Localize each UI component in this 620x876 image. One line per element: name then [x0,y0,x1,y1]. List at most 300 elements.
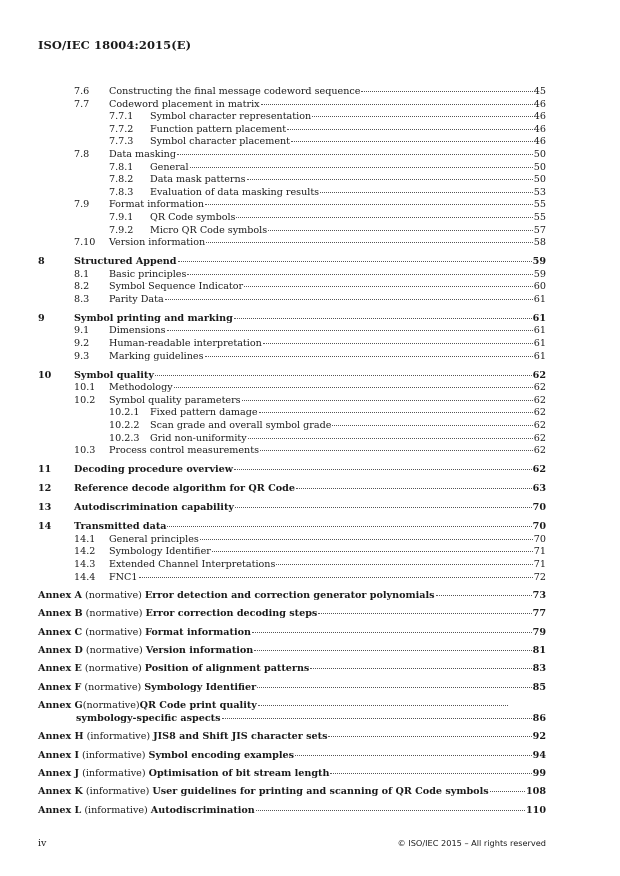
toc-entry-line[interactable] [109,546,546,559]
annex-entry-line[interactable] [38,713,546,726]
dot-leader [268,229,533,231]
dot-leader [259,411,533,413]
toc-entry-title[interactable]: Grid non-uniformity [150,432,247,444]
dot-leader [328,735,531,737]
toc-entry-title[interactable]: Transmitted data [74,521,167,533]
toc-entry-number: 10.2 [74,394,96,406]
toc-entry-number: 10.3 [74,445,96,457]
dot-leader [295,754,532,756]
annex-entry-line[interactable] [38,786,546,799]
dot-leader [200,538,533,540]
dot-leader [291,140,533,142]
dot-leader [310,667,531,669]
toc-entry-title[interactable]: Extended Channel Interpretations [109,558,276,570]
toc-entry-page[interactable]: 55 [533,211,546,223]
toc-entry[interactable] [38,212,546,225]
annex-title[interactable]: Symbol encoding examples [148,749,295,761]
toc-entry-page[interactable]: 50 [533,161,546,173]
annex-entry-line[interactable] [38,805,546,818]
toc-entry-title[interactable]: Marking guidelines [109,350,204,362]
annex-title-continued[interactable]: symbology-specific aspects [76,712,221,724]
annex-entry[interactable] [38,805,546,818]
toc-entry-title[interactable]: Format information [109,199,205,211]
dot-leader [256,809,525,811]
annex-id: Annex A [38,589,83,601]
dot-leader [178,260,532,262]
annex-id: Annex K [38,786,83,798]
annex-page[interactable]: 99 [532,768,546,780]
annex-type: (normative) [85,626,143,638]
dot-leader [205,203,533,205]
toc-entry-line[interactable] [109,338,546,351]
dot-leader [206,241,533,243]
dot-leader [287,128,533,130]
toc-entry-number: 12 [38,483,52,495]
annex-type: (normative) [84,681,142,693]
toc-entry-number: 11 [38,464,52,476]
toc-entry[interactable] [38,225,546,238]
toc-entry-line[interactable] [74,313,546,326]
dot-leader [190,166,533,168]
toc-entry-number: 10.2.1 [109,407,140,419]
dot-leader [248,437,533,439]
annex-page[interactable]: 79 [532,626,546,638]
annex-page[interactable]: 92 [532,731,546,743]
toc-entry-title[interactable]: General [150,161,189,173]
annex-type: (normative) [85,589,142,601]
annex-entry[interactable] [38,682,546,695]
toc-entry[interactable] [38,433,546,446]
annex-entry-line[interactable] [38,590,546,603]
toc-entry-page[interactable]: 62 [533,420,546,432]
toc-entry-line[interactable] [109,572,546,585]
toc-entry-title[interactable]: Symbol character representation [150,111,312,123]
dot-leader [212,550,533,552]
toc-entry[interactable] [38,187,546,200]
toc-entry[interactable] [38,370,546,383]
annex-entry-line[interactable] [38,663,546,676]
toc-entry-title[interactable]: Symbology Identifier [109,546,211,558]
annex-entry-line[interactable] [38,750,546,763]
toc-entry[interactable] [38,338,546,351]
toc-entry-title[interactable]: Constructing the final message codeword sequence [109,86,361,97]
dot-leader [167,525,531,527]
annex-id: Annex I [38,749,80,761]
toc-entry-line[interactable] [109,199,546,212]
toc-entry[interactable] [38,445,546,458]
dot-leader [174,386,533,388]
toc-entry-number: 7.7.1 [109,111,134,123]
toc-entry-title[interactable]: General principles [109,533,199,545]
annex-page[interactable]: 86 [532,712,546,724]
toc-entry-title[interactable]: Dimensions [109,325,166,337]
toc-entry-page[interactable]: 70 [532,502,546,514]
toc-entry-line[interactable] [150,407,546,420]
toc-entry-line[interactable] [109,99,546,112]
toc-entry[interactable] [38,351,546,364]
toc-entry-line[interactable] [109,149,546,162]
toc-entry-title[interactable]: Autodiscrimination capability [74,502,234,514]
toc-entry-page[interactable]: 60 [533,281,546,293]
annex-title[interactable]: Position of alignment patterns [144,663,310,675]
toc-entry[interactable] [38,162,546,175]
toc-entry-line[interactable] [109,559,546,572]
toc-entry-line[interactable] [109,382,546,395]
toc-entry-number: 7.9 [74,199,90,211]
toc-entry-number: 8.3 [74,293,90,305]
toc-entry[interactable] [38,111,546,124]
table-of-contents [38,86,546,817]
toc-entry-number: 7.8.2 [109,174,134,186]
toc-entry-line[interactable] [74,464,546,477]
annex-title[interactable]: Optimisation of bit stream length [148,768,330,780]
dot-leader [258,704,508,706]
annex-title[interactable]: QR Code print quality [139,700,257,712]
toc-entry-line[interactable] [150,124,546,137]
copyright-notice: © ISO/IEC 2015 – All rights reserved [397,838,546,848]
toc-entry-page[interactable]: 46 [533,123,546,135]
toc-entry-line[interactable] [150,420,546,433]
toc-entry[interactable] [38,546,546,559]
toc-entry-line[interactable] [109,351,546,364]
dot-leader [247,178,533,180]
toc-entry-line[interactable] [150,174,546,187]
annex-entry[interactable] [38,731,546,744]
toc-entry[interactable] [38,407,546,420]
page-number: iv [38,838,47,849]
toc-entry[interactable] [38,464,546,477]
toc-entry[interactable] [38,237,546,250]
toc-entry-title[interactable]: Data mask patterns [150,174,246,186]
dot-leader [167,329,533,331]
toc-entry-page[interactable]: 62 [533,445,546,457]
dot-leader [261,103,533,105]
toc-entry[interactable] [38,420,546,433]
toc-entry-page[interactable]: 59 [532,256,546,268]
annex-id: Annex H [38,731,84,743]
annex-title[interactable]: Error correction decoding steps [145,608,318,620]
toc-entry-number: 7.7.2 [109,123,134,135]
toc-entry-line[interactable] [74,502,546,515]
toc-entry-number: 9.2 [74,338,90,350]
annex-title[interactable]: User guidelines for printing and scanning of QR Code symbols [152,786,489,798]
dot-leader [155,374,532,376]
annex-entry[interactable] [38,750,546,763]
annex-page[interactable]: 83 [532,663,546,675]
toc-entry-title[interactable]: Structured Append [74,256,177,268]
toc-entry-title[interactable]: QR Code symbols [150,211,236,223]
dot-leader [296,487,532,489]
annex-type: (informative) [85,786,150,798]
annex-id: Annex J [38,768,80,780]
toc-entry-page[interactable]: 71 [533,546,546,558]
toc-entry-number: 14.3 [74,558,96,570]
dot-leader [236,216,532,218]
toc-entry-title[interactable]: Process control measurements [109,445,260,457]
dot-leader [320,191,533,193]
annex-entry[interactable] [38,663,546,676]
toc-entry-title[interactable]: Reference decode algorithm for QR Code [74,483,295,495]
toc-entry[interactable] [38,483,546,496]
dot-leader [276,563,532,565]
toc-entry[interactable] [38,313,546,326]
toc-entry[interactable] [38,382,546,395]
toc-entry-line[interactable] [150,225,546,238]
toc-entry-page[interactable]: 53 [533,186,546,198]
toc-entry-page[interactable]: 46 [533,98,546,110]
toc-entry-line[interactable] [109,445,546,458]
toc-entry-number: 14.1 [74,533,96,545]
annex-id: Annex E [38,663,82,675]
toc-entry-line[interactable] [109,294,546,307]
annex-title[interactable]: Error detection and correction generator polynomials [144,589,435,601]
annex-entry[interactable] [38,590,546,603]
toc-entry-title[interactable]: FNC1 [109,571,138,583]
toc-entry[interactable] [38,174,546,187]
toc-entry-number: 7.10 [74,237,96,249]
toc-entry-title[interactable]: Human-readable interpretation [109,338,262,350]
dot-leader [244,285,533,287]
dot-leader [332,424,532,426]
toc-entry-number: 8.2 [74,281,90,293]
toc-entry-title[interactable]: Symbol quality [74,369,154,381]
toc-entry-number: 10 [38,369,52,381]
annex-entry[interactable] [38,645,546,658]
toc-entry-number: 9.1 [74,325,90,337]
dot-leader [361,90,532,92]
toc-entry[interactable] [38,269,546,282]
annex-title[interactable]: JIS8 and Shift JIS character sets [153,731,328,743]
toc-entry-line[interactable] [109,237,546,250]
annex-entry[interactable] [38,768,546,781]
toc-entry-title[interactable]: Evaluation of data masking results [150,186,320,198]
toc-entry-number: 8 [38,256,45,268]
toc-entry[interactable] [38,149,546,162]
toc-entry-title[interactable]: Function pattern placement [150,123,287,135]
toc-entry-page[interactable]: 71 [533,558,546,570]
toc-entry-line[interactable] [74,370,546,383]
toc-entry-number: 14 [38,521,52,533]
annex-type: (normative) [82,700,140,712]
toc-entry-number: 7.8.1 [109,161,134,173]
annex-page[interactable]: 94 [532,749,546,761]
toc-entry[interactable] [38,534,546,547]
toc-entry-number: 10.1 [74,382,96,394]
toc-entry-number: 7.6 [74,86,90,97]
annex-id: Annex D [38,645,83,657]
toc-entry-title[interactable]: Micro QR Code symbols [150,224,268,236]
annex-title[interactable]: Symbology Identifier [144,681,257,693]
toc-entry-line[interactable] [109,281,546,294]
toc-entry-line[interactable] [150,212,546,225]
annex-page[interactable]: 108 [525,786,546,798]
toc-annexes-list [38,584,546,817]
toc-entry-page[interactable]: 62 [533,382,546,394]
annex-page[interactable]: 110 [525,804,546,816]
annex-entry[interactable] [38,700,546,725]
dot-leader [187,273,532,275]
annex-entry-line[interactable] [38,645,546,658]
annex-type: (informative) [86,731,151,743]
toc-entry[interactable] [38,86,546,99]
dot-leader [318,612,531,614]
toc-entry[interactable] [38,199,546,212]
toc-entry-title[interactable]: Codeword placement in matrix [109,98,260,110]
toc-entry[interactable] [38,124,546,137]
dot-leader [165,298,533,300]
dot-leader [436,594,532,596]
annex-title[interactable]: Autodiscrimination [150,804,255,816]
dot-leader [312,115,533,117]
toc-entry[interactable] [38,572,546,585]
toc-entry-page[interactable]: 61 [533,338,546,350]
toc-entry-number: 8.1 [74,268,90,280]
toc-entry-page[interactable]: 63 [532,483,546,495]
annex-type: (normative) [85,608,143,620]
annex-id: Annex C [38,626,83,638]
dot-leader [205,355,533,357]
toc-entry[interactable] [38,256,546,269]
toc-entry-page[interactable]: 61 [533,293,546,305]
toc-entry-page[interactable]: 57 [533,224,546,236]
dot-leader [234,317,532,319]
dot-leader [235,506,532,508]
toc-entry-title[interactable]: Parity Data [109,293,164,305]
annex-type: (informative) [82,749,146,761]
toc-entry-line[interactable] [109,534,546,547]
annex-entry-line[interactable] [38,627,546,640]
toc-entry-title[interactable]: Symbol Sequence Indicator [109,281,244,293]
dot-leader [263,342,533,344]
annex-page[interactable]: 81 [532,645,546,657]
toc-entry[interactable] [38,325,546,338]
toc-entry-line[interactable] [150,111,546,124]
toc-entry-page[interactable]: 46 [533,136,546,148]
annex-id: Annex L [38,804,82,816]
toc-entry[interactable] [38,395,546,408]
toc-entry-page[interactable]: 50 [533,148,546,160]
toc-entry-page[interactable]: 62 [533,394,546,406]
toc-sections-list [38,86,546,584]
toc-entry[interactable] [38,559,546,572]
toc-entry-line[interactable] [150,433,546,446]
toc-entry-line[interactable] [150,187,546,200]
toc-entry-page[interactable]: 62 [533,432,546,444]
toc-entry-line[interactable] [74,256,546,269]
dot-leader [257,686,531,688]
toc-entry[interactable] [38,521,546,534]
toc-entry-number: 10.2.3 [109,432,140,444]
toc-entry-number: 9.3 [74,350,90,362]
dot-leader [330,772,531,774]
toc-entry-title[interactable]: Basic principles [109,268,187,280]
toc-entry-line[interactable] [109,395,546,408]
toc-entry-page[interactable]: 62 [532,369,546,381]
toc-entry-page[interactable]: 59 [533,268,546,280]
annex-page[interactable]: 85 [532,681,546,693]
annex-entry[interactable] [38,786,546,799]
annex-page[interactable]: 77 [532,608,546,620]
toc-entry-page[interactable]: 61 [533,350,546,362]
toc-entry-page[interactable]: 45 [533,86,546,97]
toc-entry-page[interactable]: 55 [533,199,546,211]
toc-entry-number: 7.8 [74,148,90,160]
annex-type: (normative) [84,663,142,675]
annex-type: (normative) [85,645,143,657]
toc-entry-title[interactable]: Data masking [109,148,176,160]
toc-entry-title[interactable]: Fixed pattern damage [150,407,258,419]
toc-entry-number: 7.7.3 [109,136,134,148]
toc-entry-line[interactable] [109,269,546,282]
annex-entry-line[interactable] [38,608,546,621]
toc-entry-title[interactable]: Symbol character placement [150,136,291,148]
annex-page[interactable]: 73 [532,589,546,601]
annex-id: Annex F [38,681,82,693]
toc-entry-line[interactable] [74,483,546,496]
annex-entry-line[interactable] [38,682,546,695]
toc-entry-title[interactable]: Scan grade and overall symbol grade [150,420,332,432]
toc-entry[interactable] [38,281,546,294]
toc-entry-number: 14.2 [74,546,96,558]
dot-leader [490,790,525,792]
toc-entry-page[interactable]: 61 [532,312,546,324]
dot-leader [177,153,533,155]
toc-entry-page[interactable]: 50 [533,174,546,186]
dot-leader [242,399,533,401]
toc-entry-page[interactable]: 70 [532,521,546,533]
toc-entry-number: 14.4 [74,571,96,583]
toc-entry-number: 7.9.2 [109,224,134,236]
annex-entry-line[interactable] [38,768,546,781]
toc-entry-line[interactable] [109,86,546,99]
toc-entry-page[interactable]: 61 [533,325,546,337]
toc-entry-page[interactable]: 46 [533,111,546,123]
toc-entry-title[interactable]: Version information [109,237,206,249]
annex-type: (informative) [84,804,148,816]
dot-leader [252,631,532,633]
dot-leader [222,717,532,719]
toc-entry-number: 13 [38,502,52,514]
annex-entry-line[interactable] [38,731,546,744]
toc-entry-line[interactable] [150,136,546,149]
annex-entry[interactable] [38,627,546,640]
toc-entry-line[interactable] [150,162,546,175]
toc-entry-title[interactable]: Decoding procedure overview [74,464,234,476]
toc-entry[interactable] [38,502,546,515]
toc-entry-title[interactable]: Symbol quality parameters [109,394,241,406]
toc-entry-line[interactable] [74,521,546,534]
annex-entry[interactable] [38,608,546,621]
toc-entry-line[interactable] [109,325,546,338]
annex-title[interactable]: Format information [145,626,251,638]
toc-entry-page[interactable]: 62 [533,407,546,419]
toc-entry-page[interactable]: 72 [533,571,546,583]
toc-entry-title[interactable]: Methodology [109,382,173,394]
annex-title[interactable]: Version information [145,645,254,657]
annex-type: (informative) [82,768,146,780]
dot-leader [234,468,532,470]
toc-entry-page[interactable]: 62 [532,464,546,476]
dot-leader [139,576,533,578]
toc-entry[interactable] [38,136,546,149]
toc-entry-page[interactable]: 70 [533,533,546,545]
toc-entry-number: 9 [38,312,45,324]
toc-entry-title[interactable]: Symbol printing and marking [74,312,233,324]
toc-entry[interactable] [38,294,546,307]
toc-entry-page[interactable]: 58 [533,237,546,249]
toc-entry[interactable] [38,99,546,112]
annex-entry-line[interactable] [38,700,546,713]
